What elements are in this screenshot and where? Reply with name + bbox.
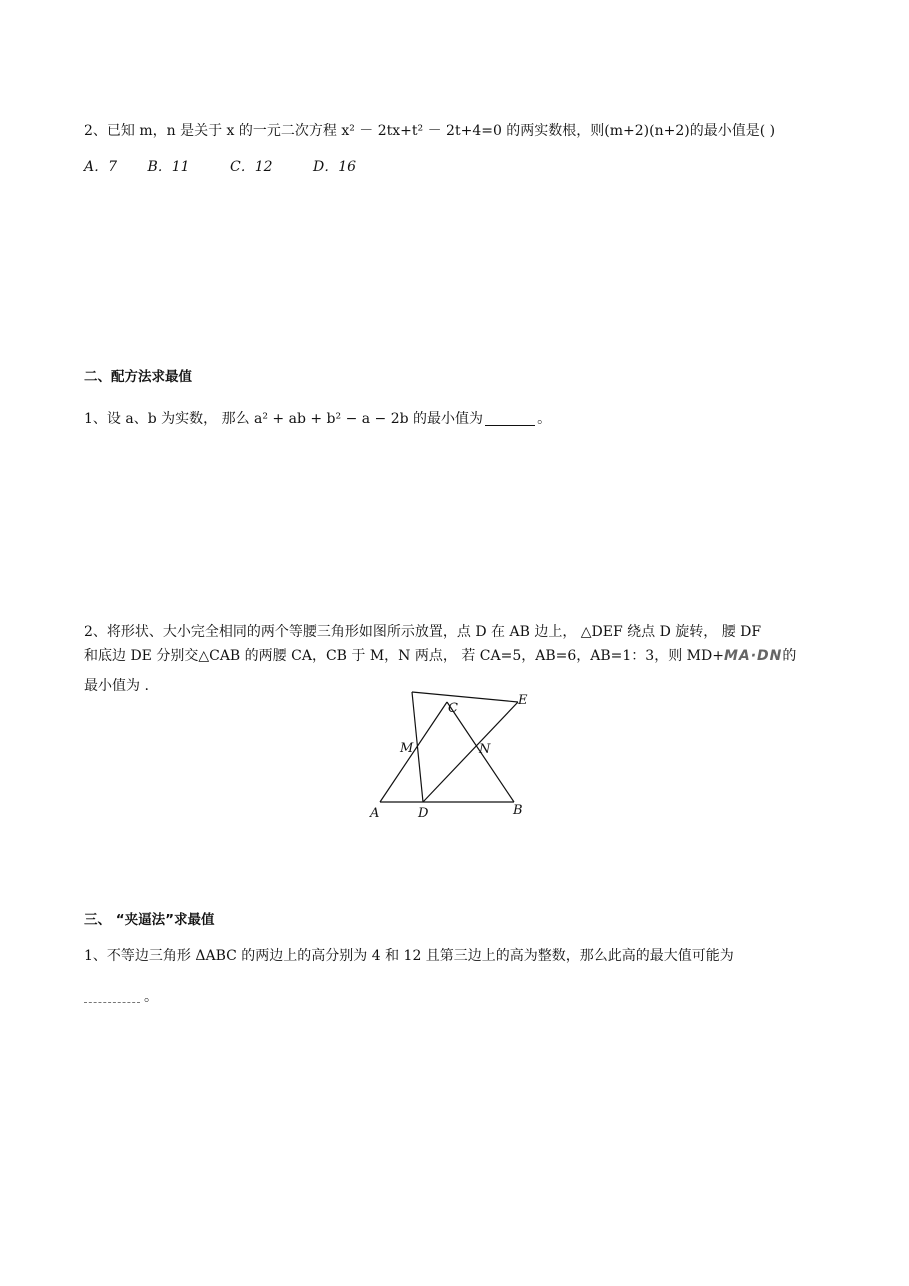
problem-2-text: 2、已知 m，n 是关于 x 的一元二次方程 x² － 2tx+t² － 2t+4=0 的两实数根，则(m+2)(n+2)的最小值是( )	[84, 123, 776, 139]
section-2-problem-2-line-3: 最小值为 .	[84, 678, 149, 694]
section-2-heading: 二、配方法求最值	[84, 369, 192, 385]
answer-blank	[84, 990, 140, 1003]
problem-2-options	[84, 157, 356, 177]
label-d: D	[418, 806, 429, 821]
label-b: B	[513, 803, 523, 818]
triangle-figure	[360, 686, 540, 826]
option-a: A．7	[84, 159, 118, 175]
label-a: A	[370, 806, 380, 821]
answer-blank	[485, 411, 535, 426]
section-2-problem-1: 1、设 a、b 为实数， 那么 a² + ab + b² − a − 2b 的最小值为 。	[84, 411, 552, 427]
fraction-image-text: MA·DN	[723, 648, 783, 664]
section-3-answer-line: 。	[84, 987, 158, 1007]
label-m: M	[400, 741, 414, 756]
segment-fe	[412, 692, 518, 702]
section-3-problem-1: 1、不等边三角形 ΔABC 的两边上的高分别为 4 和 12 且第三边上的高为整数，那么此高的最大值可能为	[84, 948, 734, 964]
label-n: N	[479, 742, 491, 757]
label-c: C	[448, 701, 458, 716]
segment-df	[412, 692, 423, 802]
section-2-problem-2-line-1: 2、将形状、大小完全相同的两个等腰三角形如图所示放置，点 D 在 AB 边上， △DEF 绕点 D 旋转， 腰 DF	[84, 624, 762, 640]
option-d: D．16	[313, 159, 357, 175]
option-b: B．11	[147, 159, 190, 175]
option-c: C．12	[230, 159, 273, 175]
label-e: E	[518, 693, 528, 708]
section-3-heading: 三、 “夹逼法”求最值	[84, 912, 215, 928]
section-2-problem-2-line-2: 和底边 DE 分别交△CAB 的两腰 CA，CB 于 M，N 两点， 若 CA=5，AB=6，AB=1：3，则 MD+MA·DN的	[84, 648, 797, 664]
